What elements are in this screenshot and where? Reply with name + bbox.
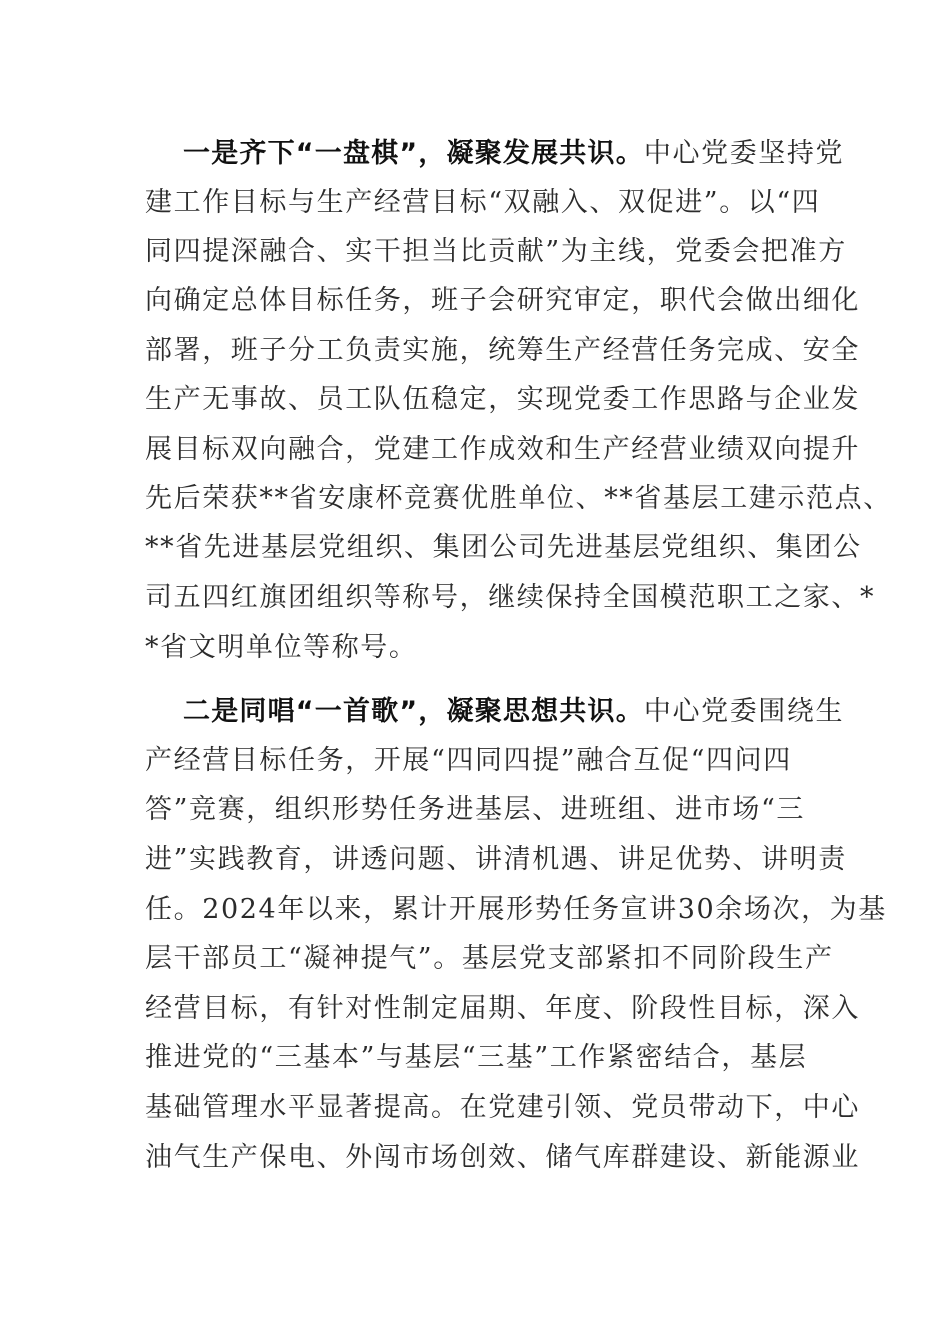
- paragraph-2-line: 经营目标，有针对性制定届期、年度、阶段性目标，深入: [145, 993, 860, 1024]
- paragraph-2-line: 进”实践教育，讲透问题、讲清机遇、讲足优势、讲明责: [145, 844, 847, 875]
- paragraph-1-line: 先后荣获**省安康杯竞赛优胜单位、**省基层工建示范点、: [145, 483, 892, 514]
- paragraph-2-lead: 二是同唱“一首歌”，凝聚思想共识。: [183, 696, 644, 727]
- paragraph-2-line: 油气生产保电、外闯市场创效、储气库群建设、新能源业: [145, 1142, 860, 1173]
- paragraph-2-line: 任。2024年以来，累计开展形势任务宣讲30余场次，为基: [145, 894, 887, 925]
- paragraph-2-line: 推进党的“三基本”与基层“三基”工作紧密结合，基层: [145, 1042, 808, 1073]
- paragraph-1-line: 司五四红旗团组织等称号，继续保持全国模范职工之家、*: [145, 582, 876, 613]
- paragraph-1-line: *省文明单位等称号。: [145, 632, 418, 663]
- paragraph-1-line: 展目标双向融合，党建工作成效和生产经营业绩双向提升: [145, 434, 860, 465]
- paragraph-2-line-1: [183, 692, 873, 732]
- paragraph-1-line: 向确定总体目标任务，班子会研究审定，职代会做出细化: [145, 285, 860, 316]
- paragraph-2-first-line-text: 中心党委围绕生: [643, 696, 845, 727]
- paragraph-1-line: 同四提深融合、实干担当比贡献”为主线，党委会把准方: [145, 236, 847, 267]
- paragraph-1-first-line-text: 中心党委坚持党: [643, 138, 845, 169]
- paragraph-1-line: 生产无事故、员工队伍稳定，实现党委工作思路与企业发: [145, 384, 860, 415]
- paragraph-2-line: 答”竞赛，组织形势任务进基层、进班组、进市场“三: [145, 794, 806, 825]
- paragraph-1-line: **省先进基层党组织、集团公司先进基层党组织、集团公: [145, 532, 862, 563]
- paragraph-1-lead: 一是齐下“一盘棋”，凝聚发展共识。: [183, 138, 644, 169]
- paragraph-2-line: 产经营目标任务，开展“四同四提”融合互促“四问四: [145, 745, 792, 776]
- paragraph-2-line: 层干部员工“凝神提气”。基层党支部紧扣不同阶段生产: [145, 943, 834, 974]
- paragraph-1-line: 建工作目标与生产经营目标“双融入、双促进”。以“四: [145, 187, 821, 218]
- paragraph-1-line: 部署，班子分工负责实施，统筹生产经营任务完成、安全: [145, 335, 860, 366]
- paragraph-1-line-1: [183, 134, 873, 174]
- paragraph-2-line: 基础管理水平显著提高。在党建引领、党员带动下，中心: [145, 1092, 860, 1123]
